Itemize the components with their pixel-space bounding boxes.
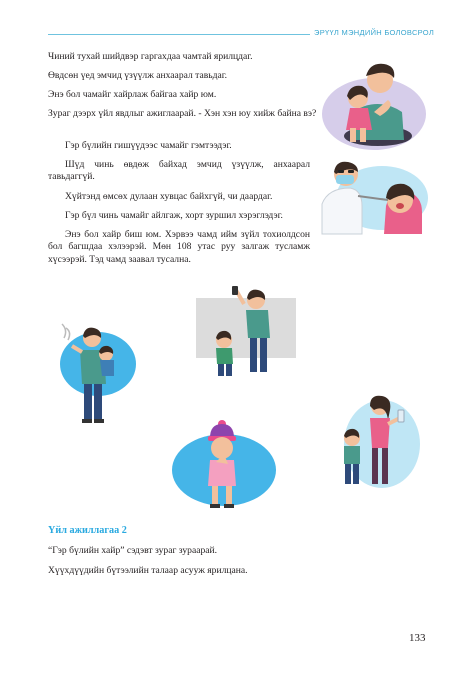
activity-heading: Үйл ажиллагаа 2 <box>48 525 127 536</box>
cold-child-winter-hat-illustration <box>172 420 278 512</box>
mother-spraying-coughing-child-illustration <box>326 394 422 494</box>
activity-line: Хүүхдүүдийн бүтээлийн талаар асууж ярилцана. <box>48 565 248 576</box>
paragraph: Шүд чинь өвдөж байхад эмчид үзүүлж, анхаарал тавьдаггүй. <box>48 159 310 183</box>
page-number: 133 <box>409 632 426 644</box>
paragraph: Чиний тухай шийдвэр гаргахдаа чамтай ярилцдаг. <box>48 51 253 62</box>
paragraph: Зураг дээрх үйл явдлыг ажиглаарай. - Хэн хэн юу хийж байна вэ? <box>48 108 317 119</box>
header-title: ЭРҮҮЛ МЭНДИЙН БОЛОВСРОЛ <box>314 28 435 37</box>
dentist-examining-child-illustration <box>318 160 430 234</box>
paragraph: Гэр бүлийн гишүүдээс чамайг гэмтээдэг. <box>65 140 232 151</box>
activity-line: “Гэр бүлийн хайр” сэдэвт зураг зураарай. <box>48 545 218 556</box>
paragraph: Өвдсөн үед эмчид үзүүлж анхаарал тавьдаг. <box>48 70 228 81</box>
paragraph: Хүйтэнд өмсөх дулаан хувцас байхгүй, чи даардаг. <box>65 191 273 202</box>
paragraph: Энэ бол чамайг хайрлаж байгаа хайр юм. <box>48 89 217 100</box>
angry-father-scared-child-illustration <box>196 286 296 378</box>
header-rule <box>48 34 310 35</box>
father-hugging-daughter-illustration <box>318 56 430 152</box>
father-smoking-holding-child-illustration <box>58 324 138 426</box>
paragraph: Гэр бүл чинь чамайг айлгаж, хорт зуршил хэрэглэдэг. <box>65 210 283 221</box>
paragraph: Энэ бол хайр биш юм. Хэрвээ чамд ийм зүйл тохиолдсон бол багшдаа хэлээрэй. Мөн 108 утас руу залгаж тусламж хүсээрэй. Тэд чамд заавал тусална. <box>48 229 310 265</box>
